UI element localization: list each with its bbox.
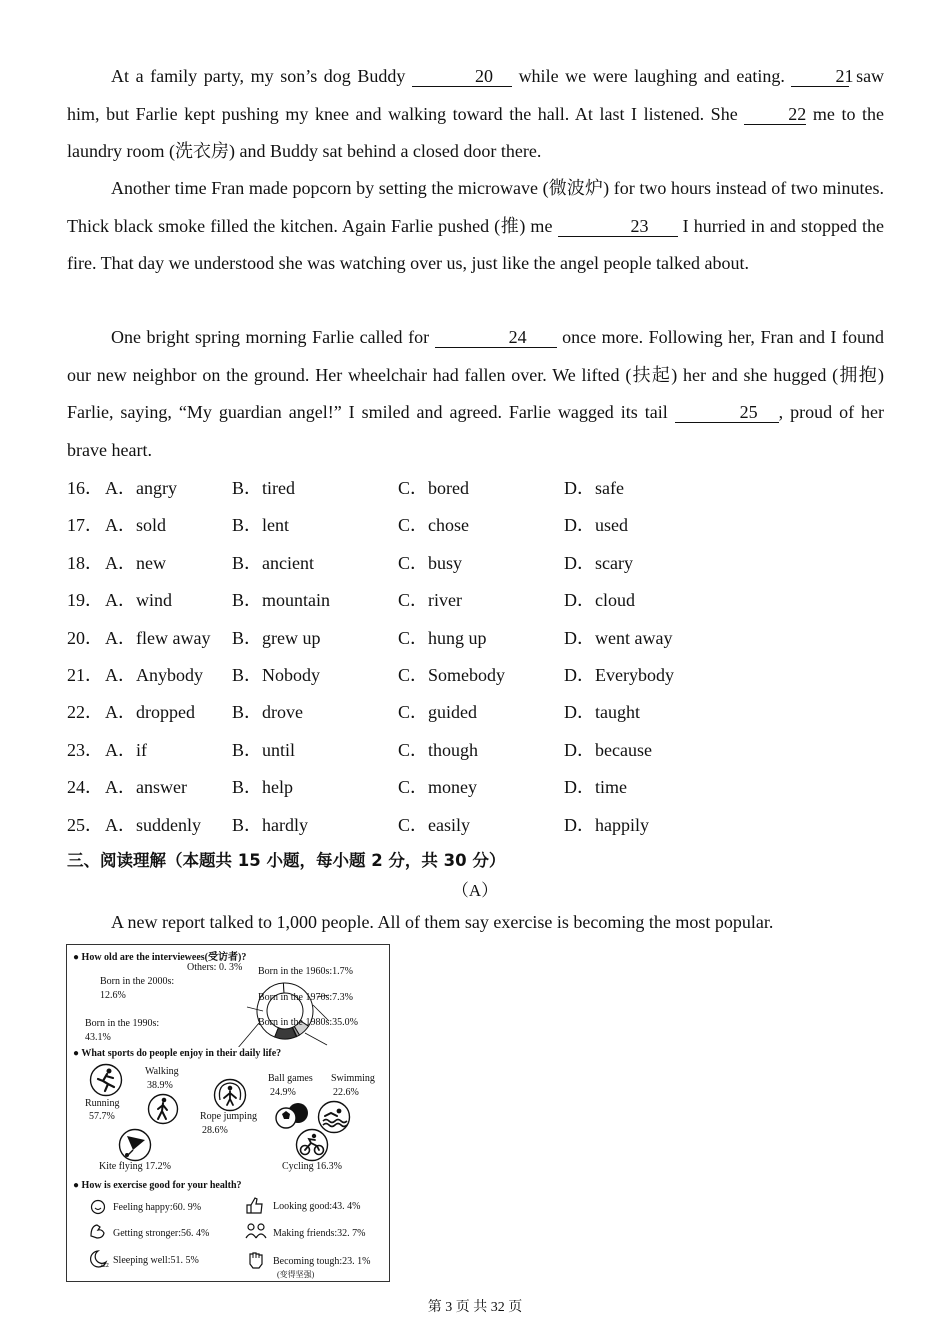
making-friends-icon [244,1221,268,1241]
swimming-pct: 22.6% [333,1087,359,1098]
option-b[interactable]: B．lent [232,515,289,536]
question-row [67,772,887,802]
label-1990s-pct: 43.1% [85,1032,111,1043]
option-c[interactable]: C．hung up [398,627,487,648]
muscle-arm-icon [88,1222,108,1240]
health-looking-good: Looking good:43. 4% [273,1201,361,1212]
donut-slice [275,1027,297,1039]
text: , proud of her brave heart. [67,402,884,460]
option-d[interactable]: D．used [564,515,628,536]
question-sports: ● What sports do people enjoy in their daily life? [73,1048,282,1059]
option-b[interactable]: B．ancient [232,552,314,573]
running-icon [89,1063,123,1097]
option-d[interactable]: D．scary [564,552,633,573]
page-footer: 第 3 页 共 32 页 [427,1300,523,1315]
option-a[interactable]: A．new [105,552,166,573]
text: while we were laughing and eating. [518,66,785,86]
question-ages: ● How old are the interviewees(受访者)? [73,952,247,963]
question-number: 25． [67,814,103,835]
option-d[interactable]: D．happily [564,814,649,835]
running-label: Running [85,1098,120,1109]
option-c[interactable]: C．though [398,739,479,760]
option-d[interactable]: D．taught [564,702,640,723]
label-2000s-pct: 12.6% [100,990,126,1001]
option-a[interactable]: A．sold [105,515,167,536]
rope-jumping-icon [213,1078,247,1112]
label-1960s: Born in the 1960s:1.7% [258,966,353,977]
health-tough-cn: (变得坚强) [277,1270,315,1279]
paragraph-2 [67,170,884,283]
option-c[interactable]: C．Somebody [398,665,506,685]
option-b[interactable]: B．drove [232,702,303,723]
option-a[interactable]: A．Anybody [105,665,203,685]
paragraph-3 [67,319,884,469]
option-b[interactable]: B．grew up [232,627,321,648]
age-donut-chart [177,967,377,1047]
text: saw him, but Farlie kept pushing my knee and walking toward the hall. At last I listened. She [67,66,885,124]
thumbs-up-icon [244,1195,266,1215]
swimming-label: Swimming [331,1073,375,1084]
option-d[interactable]: D．time [564,777,627,798]
fist-icon [247,1250,265,1272]
ball-games-icon [274,1101,310,1131]
question-number: 16． [67,478,103,498]
option-a[interactable]: A．suddenly [105,814,201,835]
walking-icon [147,1093,179,1125]
question-number: 24． [67,777,103,798]
health-happy: Feeling happy:60. 9% [113,1202,202,1213]
option-c[interactable]: C．easily [398,814,470,835]
option-a[interactable]: A．if [105,739,147,760]
label-1980s: Born in the 1980s:35.0% [258,1017,358,1028]
option-a[interactable]: A．wind [105,590,172,611]
question-number: 19． [67,590,103,611]
option-d[interactable]: D．because [564,739,652,760]
kite-flying-icon [117,1128,153,1162]
option-b[interactable]: B．until [232,739,296,760]
option-b[interactable]: B．mountain [232,590,330,611]
option-b[interactable]: B．hardly [232,814,308,835]
option-c[interactable]: C．money [398,777,477,798]
blank-21: 21 [791,66,849,87]
text: me to the laundry room (洗衣房) and Buddy sat behind a closed door there. [67,103,885,161]
question-health: ● How is exercise good for your health? [73,1180,242,1191]
option-c[interactable]: C．chose [398,515,469,536]
svg-text:zzz: zzz [100,1263,109,1269]
health-tough: Becoming tough:23. 1% [273,1256,371,1267]
question-number: 21． [67,665,103,685]
survey-infographic [66,944,390,1282]
question-row [67,623,887,653]
option-a[interactable]: A．flew away [105,627,211,648]
section-heading: 三、阅读理解（本题共 15 小题，每小题 2 分，共 30 分） [67,851,506,870]
question-number: 20． [67,627,103,648]
option-c[interactable]: C．bored [398,478,469,498]
blank-22: 22 [744,104,806,125]
section-label: （A） [451,881,499,900]
option-d[interactable]: D．safe [564,478,624,498]
blank-20: 20 [412,66,512,87]
label-1970s: Born in the 1970s:7.3% [258,992,353,1003]
blank-24: 24 [435,327,557,348]
question-number: 18． [67,552,103,573]
walking-pct: 38.9% [147,1080,173,1091]
question-row [67,548,887,578]
option-b[interactable]: B．Nobody [232,665,321,685]
option-d[interactable]: D．Everybody [564,665,674,685]
question-row [67,660,887,690]
option-b[interactable]: B．tired [232,478,295,498]
question-number: 17． [67,515,103,536]
kite-flying-label: Kite flying 17.2% [99,1161,171,1172]
option-b[interactable]: B．help [232,777,293,798]
health-friends: Making friends:32. 7% [273,1228,366,1239]
label-others: Others: 0. 3% [187,962,243,973]
question-row [67,585,887,615]
health-stronger: Getting stronger:56. 4% [113,1228,210,1239]
question-row [67,473,887,503]
cycling-icon [295,1128,329,1162]
question-number: 23． [67,739,103,760]
option-a[interactable]: A．dropped [105,702,195,723]
option-d[interactable]: D．went away [564,627,673,648]
option-c[interactable]: C．guided [398,702,477,723]
question-row [67,697,887,727]
text: once more. Following her, Fran and I found our new neighbor on the ground. Her wheelchair had fallen over. We lifted (扶起) her and she hugged (拥抱) Farlie, saying, “My guardian angel!” I smiled and agreed. Farlie wagged its tail [67,327,884,422]
label-2000s: Born in the 2000s: [100,976,175,987]
blank-25: 25 [675,402,779,423]
text: I hurried in and stopped the fire. That day we understood she was watching over us, just like the angel people talked about. [67,215,885,273]
leader-line [305,1033,327,1045]
option-c[interactable]: C．river [398,590,462,611]
text: Another time Fran made popcorn by setting the microwave (微波炉) for two hours instead of two minutes. Thick black smoke filled the kitchen. Again Farlie pushed (推) me [67,178,884,236]
question-number: 22． [67,702,103,723]
option-a[interactable]: A．answer [105,777,187,798]
sleeping-icon [86,1248,112,1270]
blank-23: 23 [558,216,678,237]
paragraph-1 [67,58,884,171]
rope-jumping-label: Rope jumping [200,1111,257,1122]
option-c[interactable]: C．busy [398,552,463,573]
option-a[interactable]: A．angry [105,478,177,498]
question-row [67,735,887,765]
ball-games-pct: 24.9% [270,1087,296,1098]
label-1990s: Born in the 1990s: [85,1018,160,1029]
health-sleeping: Sleeping well:51. 5% [113,1255,199,1266]
option-d[interactable]: D．cloud [564,590,635,611]
section-intro: A new report talked to 1,000 people. All of them say exercise is becoming the most popular. [111,912,774,932]
rope-jumping-pct: 28.6% [202,1125,228,1136]
question-row [67,810,887,840]
text: At a family party, my son’s dog Buddy [111,66,406,86]
cycling-label: Cycling 16.3% [282,1161,342,1172]
leader-line [237,1023,259,1047]
walking-label: Walking [145,1066,179,1077]
ball-games-label: Ball games [268,1073,313,1084]
text: One bright spring morning Farlie called for [111,327,430,347]
running-pct: 57.7% [89,1111,115,1122]
question-row [67,510,887,540]
happy-face-icon [89,1199,107,1215]
